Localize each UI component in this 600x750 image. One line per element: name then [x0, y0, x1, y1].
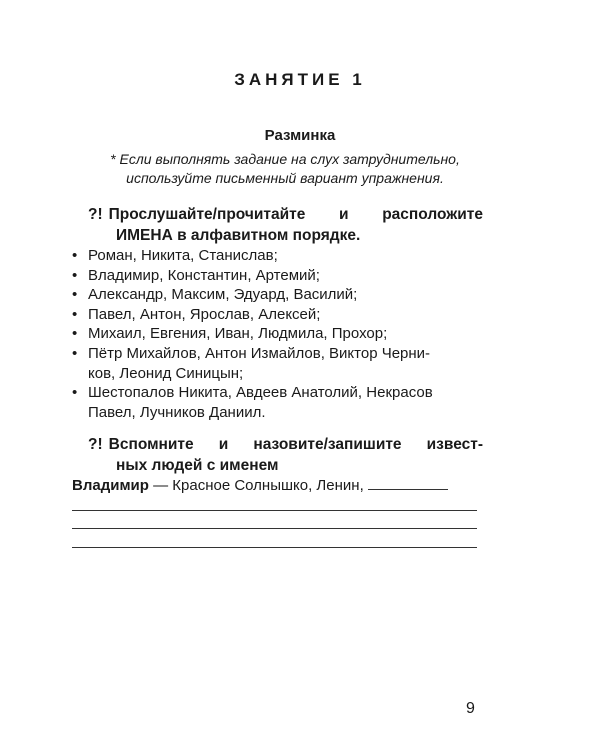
list-item [72, 324, 492, 344]
answer-write-line[interactable] [72, 528, 477, 529]
answer-write-line[interactable] [72, 510, 477, 511]
task-1-mark: ?! [88, 206, 103, 223]
list-item [72, 285, 492, 305]
answer-text: — Красное Солнышко, Ленин, [148, 477, 364, 494]
page-number: 9 [466, 700, 475, 717]
answer-keyword: Владимир [72, 477, 149, 494]
bullet-icon: • [72, 266, 78, 284]
task-2-line-1 [88, 434, 483, 455]
list-item-text-continued: Павел, Лучников Даниил. [88, 403, 266, 421]
list-item-text: Шестопалов Никита, Авдеев Анатолий, Некрасов [88, 384, 433, 402]
task-1-line-1 [88, 204, 483, 225]
list-item-text: Михаил, Евгения, Иван, Людмила, Прохор; [88, 325, 388, 343]
list-item-text: Александр, Максим, Эдуард, Василий; [88, 286, 358, 304]
task-famous-people [88, 434, 483, 476]
list-item-text-continued: ков, Леонид Синицын; [88, 364, 244, 382]
bullet-icon: • [72, 384, 78, 402]
instruction-note [85, 150, 485, 188]
answer-blank-line[interactable] [368, 475, 448, 490]
task-1-text-line-2: ИМЕНА в алфавитном порядке. [116, 227, 361, 244]
bullet-icon: • [72, 305, 78, 323]
warmup-title: Разминка [264, 127, 336, 144]
answer-write-line[interactable] [72, 547, 477, 548]
answer-example-line [72, 475, 477, 495]
instruction-note-line-2: используйте письменный вариант упражнения. [126, 170, 444, 186]
list-item [72, 305, 492, 325]
bullet-icon: • [72, 325, 78, 343]
bullet-icon: • [72, 286, 78, 304]
list-item [72, 383, 492, 422]
task-2-text-line-2: ных людей с именем [116, 457, 279, 474]
bullet-icon: • [72, 344, 78, 362]
lesson-title: ЗАНЯТИЕ 1 [234, 70, 366, 89]
task-1-text-line-1: Прослушайте/прочитайте и расположите [108, 206, 483, 223]
list-item [72, 266, 492, 286]
bullet-icon: • [72, 247, 78, 264]
task-2-text-line-1: Вспомните и назовите/запишите извест- [108, 436, 483, 453]
list-item-text: Павел, Антон, Ярослав, Алексей; [88, 305, 321, 323]
list-item-text: Роман, Никита, Станислав; [88, 247, 278, 264]
name-list [72, 246, 492, 422]
list-item-text: Владимир, Константин, Артемий; [88, 266, 320, 284]
list-item [72, 246, 492, 266]
list-item-text: Пётр Михайлов, Антон Измайлов, Виктор Черни- [88, 344, 431, 362]
list-item [72, 344, 492, 383]
task-2-mark: ?! [88, 436, 103, 453]
task-alphabetical-order [88, 204, 483, 246]
instruction-note-line-1: * Если выполнять задание на слух затруднительно, [110, 151, 460, 167]
